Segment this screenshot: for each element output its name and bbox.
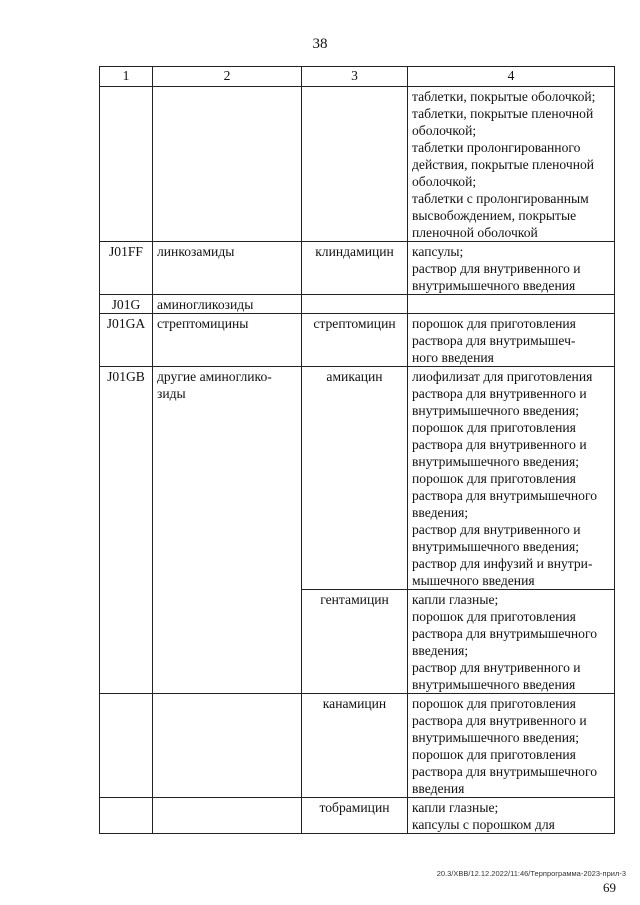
atc-code-cell [100,694,153,798]
dosage-form-line: таблетки, покрытые пленочной [412,106,594,121]
dosage-form-line: раствор для внутривенного и [412,261,581,276]
dosage-form-line: раствор для инфузий и внутри- [412,556,593,571]
dosage-form-line: капсулы с порошком для [412,817,555,832]
dosage-form-line: внутримышечного введения; [412,454,580,469]
table-row [100,590,615,694]
table-header-row [100,67,615,87]
dosage-form-line: раствора для внутримышеч- [412,333,576,348]
group-name: стрептомицины [157,316,249,331]
group-cell [153,798,302,834]
atc-code: J01GB [107,369,145,384]
atc-code-cell [100,295,153,314]
header-cell: 3 [302,67,408,87]
header-cell: 2 [153,67,302,87]
dosage-form-line: раствора для внутривенного и [412,386,587,401]
dosage-form-line: раствор для внутривенного и [412,660,581,675]
group-cell [153,87,302,242]
footer-page-number: 69 [603,880,616,895]
group-cell [153,590,302,694]
dosage-form-line: таблетки пролонгированного [412,140,581,155]
atc-code: J01G [111,297,141,312]
dosage-form-line: порошок для приготовления [412,609,576,624]
dosage-forms-cell [408,798,615,834]
table-row [100,242,615,295]
table-row [100,87,615,242]
drug-name: амикацин [326,369,383,384]
drug-name: гентамицин [320,592,389,607]
dosage-forms-cell [408,694,615,798]
header-cell: 1 [100,67,153,87]
dosage-form-line: введения [412,781,465,796]
drug-name: клиндамицин [315,244,394,259]
dosage-form-line: мышечного введения [412,573,535,588]
page-number: 38 [312,36,328,52]
dosage-form-line: капли глазные; [412,592,499,607]
atc-code: J01FF [108,244,143,259]
dosage-form-line: порошок для приготовления [412,471,576,486]
dosage-forms-cell [408,87,615,242]
dosage-form-line: порошок для приготовления [412,696,576,711]
group-cell [153,367,302,590]
header-cell: 4 [408,67,615,87]
drug-name: тобрамицин [319,800,390,815]
dosage-form-line: внутримышечного введения [412,278,576,293]
dosage-form-line: действия, покрытые пленочной [412,157,595,172]
dosage-form-line: раствора для внутримышечного [412,764,598,779]
table-row [100,314,615,367]
drug-name-cell [302,590,408,694]
dosage-form-line: внутримышечного введения [412,677,576,692]
drug-name-cell [302,87,408,242]
drug-name-cell [302,242,408,295]
drug-name-cell [302,314,408,367]
dosage-form-line: пленочной оболочкой [412,225,538,240]
atc-code-cell [100,590,153,694]
dosage-form-line: введения; [412,643,469,658]
atc-code: J01GA [106,316,146,331]
atc-code-cell [100,242,153,295]
table-row [100,798,615,834]
atc-code-cell [100,87,153,242]
atc-code-cell [100,314,153,367]
dosage-form-line: оболочкой; [412,123,477,138]
dosage-form-line: оболочкой; [412,174,477,189]
table-row [100,367,615,590]
dosage-form-line: лиофилизат для приготовления [412,369,593,384]
dosage-forms-cell [408,295,615,314]
dosage-forms-cell [408,367,615,590]
dosage-form-line: раствора для внутримышечного [412,626,598,641]
table-row [100,694,615,798]
dosage-form-line: введения; [412,505,469,520]
dosage-form-line: внутримышечного введения; [412,539,580,554]
dosage-form-line: внутримышечного введения; [412,730,580,745]
drug-name-cell [302,798,408,834]
dosage-forms-cell [408,314,615,367]
dosage-form-line: таблетки, покрытые оболочкой; [412,89,596,104]
dosage-form-line: раствор для внутривенного и [412,522,581,537]
dosage-form-line: раствора для внутривенного и [412,437,587,452]
dosage-form-line: высвобождением, покрытые [412,208,577,223]
dosage-form-line: капсулы; [412,244,464,259]
drug-name-cell [302,694,408,798]
dosage-form-line: раствора для внутримышечного [412,488,598,503]
drug-name: канамицин [322,696,387,711]
atc-code-cell [100,367,153,590]
atc-code-cell [100,798,153,834]
drug-name: стрептомицин [313,316,396,331]
group-name: другие аминоглико- [157,369,272,384]
dosage-form-line: ного введения [412,350,494,365]
dosage-form-line: порошок для приготовления [412,316,576,331]
drug-name-cell [302,295,408,314]
group-cell [153,295,302,314]
dosage-form-line: порошок для приготовления [412,420,576,435]
drug-table [99,66,615,834]
table-row [100,295,615,314]
dosage-forms-cell [408,242,615,295]
document-code: 20.3/ХВВ/12.12.2022/11:46/Терпрограмма-2023-прил-3 [436,869,626,878]
group-cell [153,242,302,295]
group-name: аминогликозиды [157,297,254,312]
dosage-forms-cell [408,590,615,694]
group-name: линкозамиды [157,244,235,259]
dosage-form-line: раствора для внутривенного и [412,713,587,728]
dosage-form-line: порошок для приготовления [412,747,576,762]
group-cell [153,314,302,367]
dosage-form-line: капли глазные; [412,800,499,815]
group-name-continued: зиды [157,386,186,401]
drug-name-cell [302,367,408,590]
group-cell [153,694,302,798]
dosage-form-line: таблетки с пролонгированным [412,191,589,206]
dosage-form-line: внутримышечного введения; [412,403,580,418]
